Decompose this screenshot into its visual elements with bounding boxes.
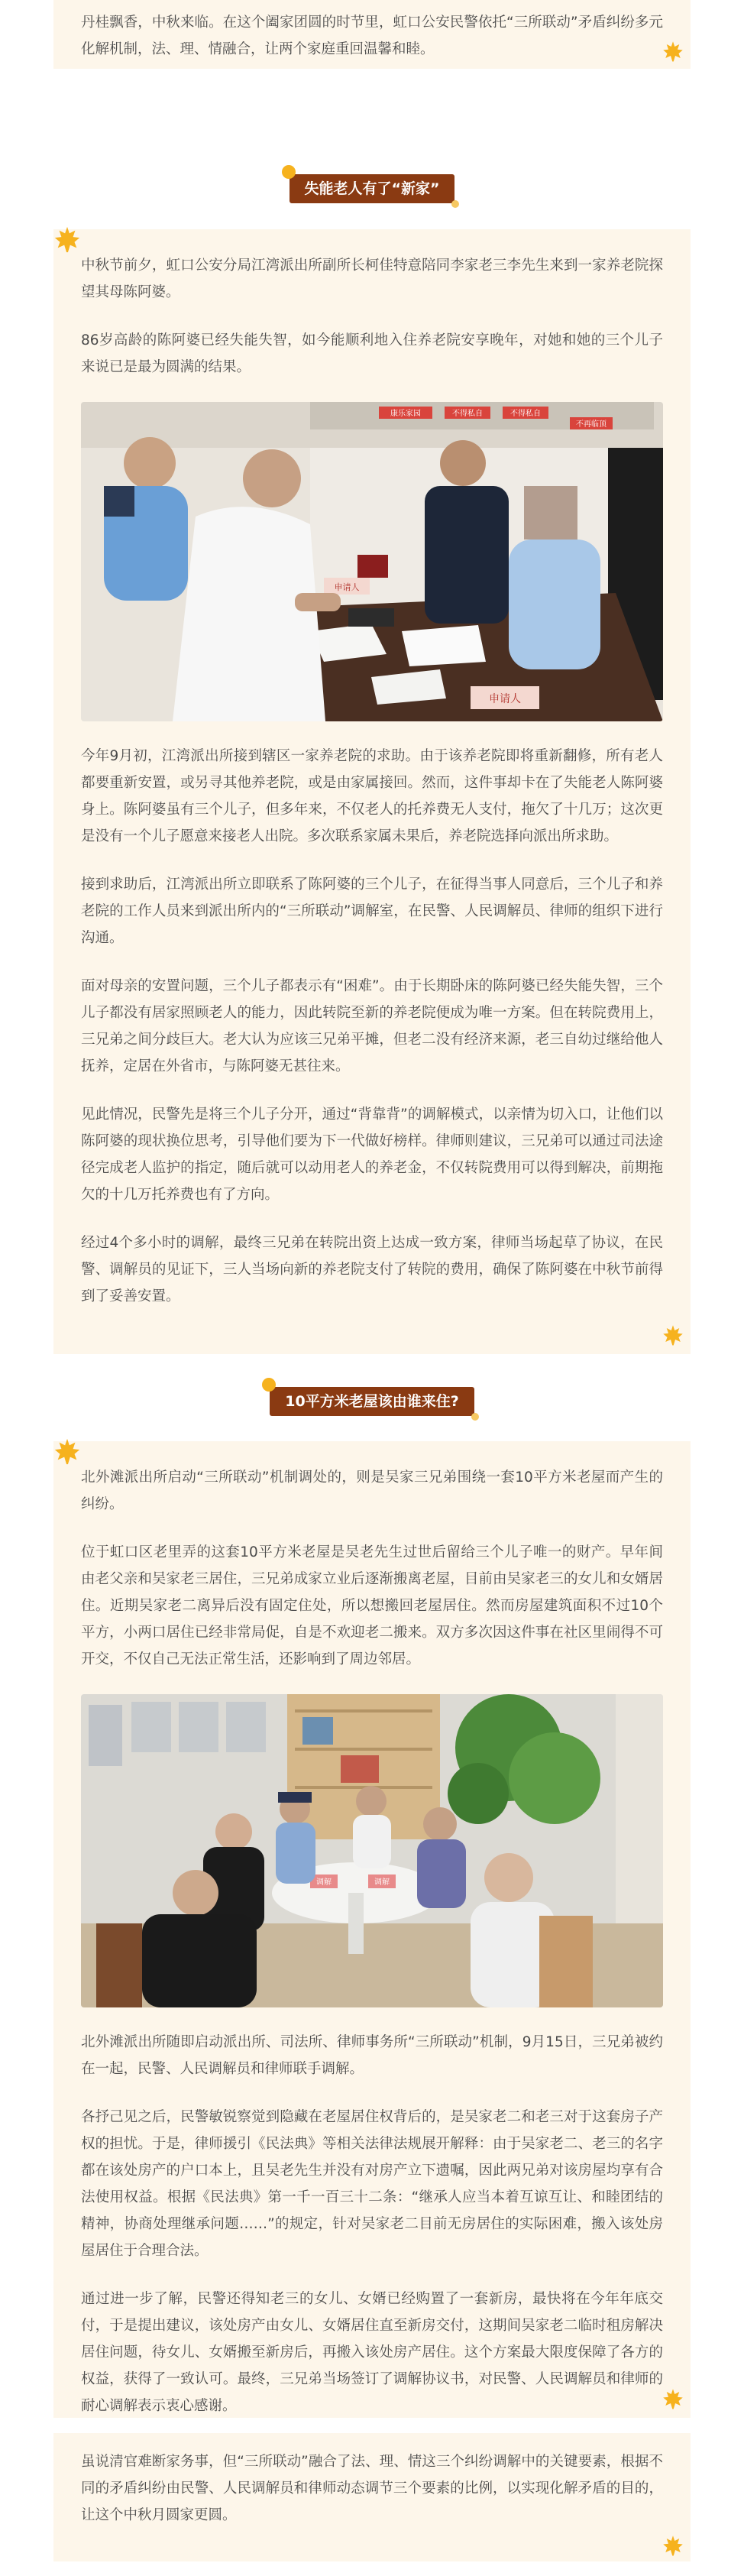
section1-paragraph: 中秋节前夕，虹口公安分局江湾派出所副所长柯佳特意陪同李家老三李先生来到一家养老院探望其母陈阿婆。 [81, 258, 663, 300]
photo2-sign-text: 调解 [374, 1878, 390, 1887]
section2-card [53, 1441, 691, 2418]
section1-card [53, 229, 691, 1354]
section2-heading [270, 1387, 474, 1416]
intro-text: 丹桂飘香，中秋来临。在这个阖家团圆的时节里，虹口公安民警依托“三所联动”矛盾纠纷多元化解机制，法、理、情融合，让两个家庭重回温馨和睦。 [81, 15, 663, 57]
heading-dot-small-icon [471, 1413, 479, 1421]
section2-paragraph: 位于虹口区老里弄的这套10平方米老屋是吴老先生过世后留给三个儿子唯一的财产。早年间由老父亲和吴家老三居住，三兄弟成家立业后逐渐搬离老屋，目前由吴家老三的女儿和女婿居住。近期吴家老二离异后没有固定住处，所以想搬回老屋居住。然而房屋建筑面积不过10个平方，小两口居住已经非常局促，自是不欢迎老二搬来。双方多次因这件事在社区里闹得不可开交，不仅自己无法正常生活，还影响到了周边邻居。 [81, 1544, 663, 1667]
section1-paragraph: 见此情况，民警先是将三个儿子分开，通过“背靠背”的调解模式，以亲情为切入口，让他们以陈阿婆的现状换位思考，引导他们要为下一代做好榜样。律师则建议，三兄弟可以通过司法途径完成老人监护的指定，随后就可以动用老人的养老金，不仅转院费用可以得到解决，前期拖欠的十几万托养费也有了方向。 [81, 1107, 663, 1203]
mediation-photo-nursing-home [81, 402, 663, 721]
section2-paragraph: 北外滩派出所启动“三所联动”机制调处的，则是吴家三兄弟围绕一套10平方米老屋而产生的纠纷。 [81, 1469, 663, 1512]
maple-leaf-icon [660, 2534, 686, 2557]
section2-title: 10平方米老屋该由谁来住? [285, 1393, 459, 1410]
intro-card [53, 0, 691, 69]
photo1-sign-text: 不再临顶 [576, 420, 607, 429]
section2-heading-wrap [0, 1387, 744, 1416]
outro-text: 虽说清官难断家务事，但“三所联动”融合了法、理、情这三个纠纷调解中的关键要素，根据不同的矛盾纠纷由民警、人民调解员和律师动态调节三个要素的比例，以实现化解矛盾的目的，让这个中秋月圆家更圆。 [81, 2454, 663, 2523]
section2-paragraph: 北外滩派出所随即启动派出所、司法所、律师事务所“三所联动”机制，9月15日，三兄弟被约在一起，民警、人民调解员和律师联手调解。 [81, 2034, 663, 2077]
photo1-sign-text: 申请人 [489, 693, 521, 705]
section1-heading [290, 174, 455, 203]
heading-dot-icon [262, 1378, 276, 1392]
photo1-sign-text: 康乐家园 [390, 410, 421, 418]
maple-leaf-icon [50, 1437, 84, 1466]
section1-heading-wrap [0, 174, 744, 203]
section1-paragraph: 经过4个多小时的调解，最终三兄弟在转院出资上达成一致方案，律师当场起草了协议，在民警、调解员的见证下，三人当场向新的养老院支付了转院的费用，确保了陈阿婆在中秋节前得到了妥善安置。 [81, 1235, 663, 1304]
maple-leaf-icon [50, 225, 84, 254]
outro-card [53, 2433, 691, 2561]
photo2-sign-text: 调解 [316, 1878, 332, 1887]
section1-title: 失能老人有了“新家” [304, 180, 440, 197]
section1-paragraph: 86岁高龄的陈阿婆已经失能失智，如今能顺利地入住养老院安享晚年，对她和她的三个儿子来说已是最为圆满的结果。 [81, 332, 663, 375]
maple-leaf-icon [660, 2387, 686, 2410]
section1-paragraph: 面对母亲的安置问题，三个儿子都表示有“困难”。由于长期卧床的陈阿婆已经失能失智，三个儿子都没有居家照顾老人的能力，因此转院至新的养老院便成为唯一方案。但在转院费用上，三兄弟之间分歧巨大。老大认为应该三兄弟平摊，但老二没有经济来源，老三自幼过继给他人抚养，定居在外省市，与陈阿婆无甚往来。 [81, 978, 663, 1074]
photo1-sign-text: 不得私自 [452, 410, 483, 418]
photo1-sign-text: 申请人 [334, 582, 360, 592]
section2-paragraph: 通过进一步了解，民警还得知老三的女儿、女婿已经购置了一套新房，最快将在今年年底交付，于是提出建议，该处房产由女儿、女婿居住直至新房交付，这期间吴家老二临时租房解决居住问题，待女儿、女婿搬至新房后，再搬入该处房产居住。这个方案最大限度保障了各方的权益，获得了一致认可。最终，三兄弟当场签订了调解协议书，对民警、人民调解员和律师的耐心调解表示衷心感谢。 [81, 2291, 663, 2414]
heading-dot-small-icon [451, 200, 459, 208]
maple-leaf-icon [660, 1324, 686, 1346]
section1-paragraph: 接到求助后，江湾派出所立即联系了陈阿婆的三个儿子，在征得当事人同意后，三个儿子和养老院的工作人员来到派出所内的“三所联动”调解室，在民警、人民调解员、律师的组织下进行沟通。 [81, 876, 663, 946]
section2-paragraph: 各抒己见之后，民警敏锐察觉到隐藏在老屋居住权背后的，是吴家老二和老三对于这套房子产权的担忧。于是，律师援引《民法典》等相关法律法规展开解释：由于吴家老二、老三的名字都在该处房产的户口本上，且吴老先生并没有对房产立下遗嘱，因此两兄弟对该房屋均享有合法使用权益。根据《民法典》第一千一百三十二条：“继承人应当本着互谅互让、和睦团结的精神，协商处理继承问题……”的规定，针对吴家老二目前无房居住的实际困难，搬入该处房屋居住于合理合法。 [81, 2109, 663, 2259]
maple-leaf-icon [660, 40, 686, 63]
photo1-sign-text: 不得私自 [510, 410, 541, 418]
section1-paragraph: 今年9月初，江湾派出所接到辖区一家养老院的求助。由于该养老院即将重新翻修，所有老人都要重新安置，或另寻其他养老院，或是由家属接回。然而，这件事却卡在了失能老人陈阿婆身上。陈阿婆虽有三个儿子，但多年来，不仅老人的托养费无人支付，拖欠了十几万；这次更是没有一个儿子愿意来接老人出院。多次联系家属未果后，养老院选择向派出所求助。 [81, 748, 663, 844]
heading-dot-icon [282, 165, 296, 179]
mediation-photo-round-table [81, 1694, 663, 2007]
